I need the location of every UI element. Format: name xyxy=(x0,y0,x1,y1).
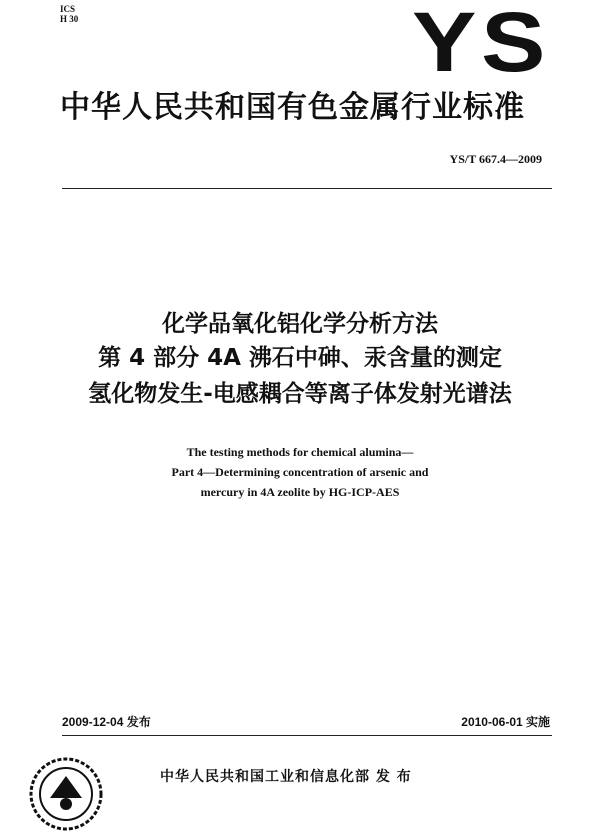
publisher: 中华人民共和国工业和信息化部 发 布 xyxy=(160,769,412,785)
chinese-title-line-1: 化学品氧化铝化学分析方法 xyxy=(162,311,438,337)
chinese-title-line-2: 第 4 部分 4A 沸石中砷、汞含量的测定 xyxy=(98,345,502,371)
chinese-title-line-3: 氢化物发生-电感耦合等离子体发射光谱法 xyxy=(88,381,512,407)
standard-number: YS/T 667.4—2009 xyxy=(449,152,542,166)
top-divider xyxy=(62,188,552,189)
english-title-line-1: The testing methods for chemical alumina— xyxy=(186,445,414,459)
ccs-code: H 30 xyxy=(60,14,79,24)
english-title-line-2: Part 4—Determining concentration of arsenic and xyxy=(171,465,429,479)
ys-logo: YS xyxy=(412,0,551,89)
ics-code-block xyxy=(60,4,78,24)
issue-date: 2009-12-04 发布 xyxy=(62,715,151,729)
ministry-seal-icon xyxy=(28,756,104,832)
standard-organization-title: 中华人民共和国有色金属行业标准 xyxy=(60,90,525,125)
english-title-line-3: mercury in 4A zeolite by HG-ICP-AES xyxy=(200,485,400,499)
ics-label: ICS xyxy=(60,4,76,14)
implementation-date: 2010-06-01 实施 xyxy=(461,715,550,729)
bottom-divider xyxy=(62,735,552,736)
